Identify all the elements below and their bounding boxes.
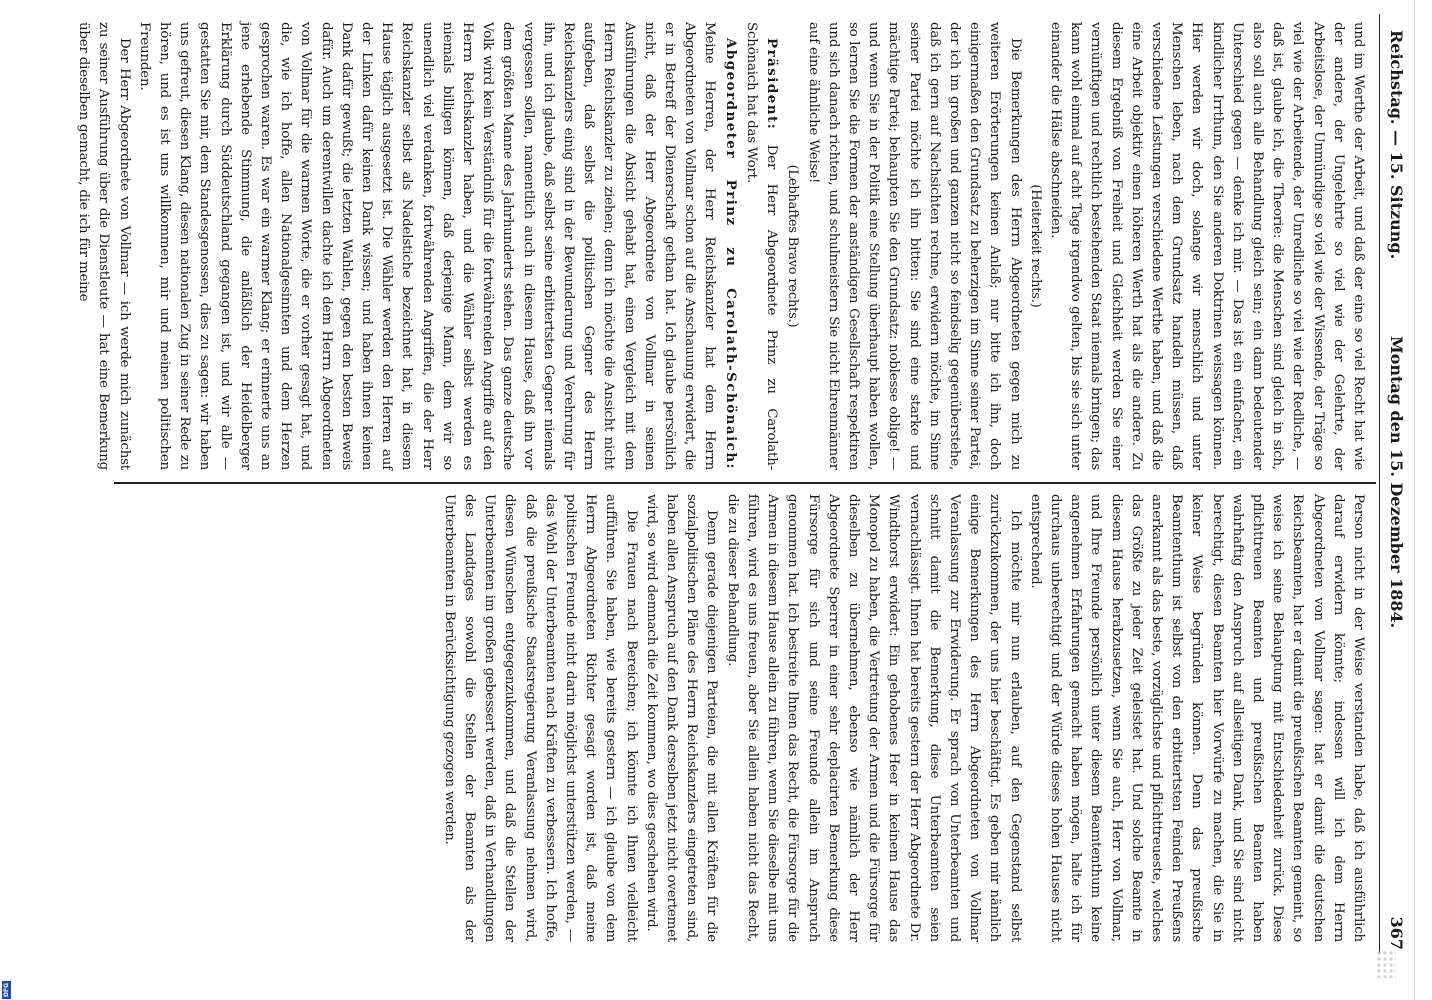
- running-head-date: Montag den 15. Dezember 1884.: [1387, 336, 1406, 629]
- speaker-paragraph: [741, 22, 782, 470]
- paragraph: Die Frauen nach Bereichen; ich könnte ich Ihnen vielleicht aufführen. Sie haben, wie bereits gestern — ich glaube von dem Herrn Abgeordneten Richter gesagt worden ist, daß meine politischen Freunde nicht darin möglichst unterstützen werden, — das Wohl der Unterbeamten nach Kräften zu verbessern. Ich hoffe, daß die preußische Staatsregierung Veranlassung nehmen wird, diesen Wünschen entgegenzukommen, und daß die Stellen der Unterbeamten im großen gebessert werden, daß in Verhandlungen des Landtages sowohl die Stellen der Beamten als der Unterbeamten in Berücksichtigung gezogen werden.: [441, 494, 639, 942]
- speaker-text: Der Herr Abgeordnete Prinz zu Carolath-Schönaich hat das Wort.: [743, 22, 780, 470]
- dfg-logo: DFG: [2, 983, 10, 998]
- page-number: 367: [1387, 916, 1406, 950]
- paragraph: Der Herr Abgeordnete von Vollmar — ich werde mich zunächst zu seiner Ausführung über die Dienstleute — hat eine Bemerkung über dieselben gemacht, die ich für meine: [76, 22, 132, 470]
- digitization-credit: [0, 0, 12, 1000]
- speaker-paragraph: [134, 22, 741, 470]
- left-column: [76, 22, 1368, 470]
- stage-direction: (Lebhaftes Bravo rechts.): [785, 164, 801, 328]
- stage-direction: (Heiterkeit rechts.): [1027, 184, 1043, 308]
- column-divider: [114, 482, 1376, 484]
- rotated-print-area: [76, 14, 1410, 954]
- paragraph: Denn gerade diejenigen Parteien, die mit allen Kräften für die sozialpolitischen Pläne des Herrn Reichskanzlers eingetreten sind, haben allen Anspruch auf den Dank derselben jetzt nicht overtemet wird, so wird demnach die Zeit kommen, wo dies geschehen wird.: [643, 494, 720, 942]
- right-column: [112, 494, 1368, 942]
- paragraph: Ich möchte mir nun erlauben, auf den Gegenstand selbst zurückzukommen, der uns hier beschäftigt. Es geben mir nämlich einige Bemerkungen des Herrn Abgeordneten von Vollmar Veranlassung zur Erwiderung. Er sprach von Unterbeamten und schnitt damit die Bemerkung, diese Unterbeamten seien vernachlässigt. Ihnen hat bereits gestern der Herr Abgeordnete Dr. Windthorst erwidert: Ein gehobenes Heer in keinem Hause das Monopol zu haben, die Vertretung der Armen und die Fürsorge für dieselben zu übernehmen, ebenso wie nämlich der Herr Abgeordnete Sperrer in einer sehr deplacirten Bemerkung diese Fürsorge für sich und seine Freunde allein im Anspruch genommen hat. Ich bestreite Ihnen das Recht, die Fürsorge für die Armen in diesem Hause allein zu führen, wenn Sie dieselbe mit uns führen, wird es uns freuen, aber Sie allein haben nicht das Recht, die zu dieser Behandlung.: [724, 494, 1023, 942]
- speaker-name: Präsident:: [764, 38, 781, 131]
- scan-artifact: [1376, 950, 1396, 978]
- paragraph: Person nicht in der Weise verstanden habe, daß ich ausführlich darauf erwidern könnte; indessen will ich dem Herrn Abgeordneten von Vollmar sagen: hat er damit die deutschen Reichsbeamten, hat er damit die preußischen Beamten gemeint, so weise ich seine Behauptung mit Entschiedenheit zurück. Diese pflichttreuen Beamten und preußischen Beamten haben wahrhaftig den Anspruch auf allseitigen Dank, und Sie sind nicht berechtigt, diesen Beamten hier Vorwürfe zu machen, die Sie in keiner Weise begründen können. Denn das preußische Beamtenthum ist selbst von den erbittertsten Feinden Preußens anerkannt als das beste, vorzüglichste und pflichttreueste, welches das Größte zu jeder Zeit geleistet hat. Und solche Beamte in diesem Hause herabzusetzen, wenn Sie auch, Herr von Vollmar, und Ihre Freunde persönlich unter diesem Beamtenthum keine angenehmen Erfahrungen gemacht haben mögen, halte ich für durchaus unberechtigt und der Würde dieses hohen Hauses nicht entsprechend.: [1027, 494, 1366, 942]
- running-head: [1379, 14, 1410, 954]
- paragraph: Die Bemerkungen des Herrn Abgeordneten gegen mich zu weiteren Erörterungen keinen Anlaß; nur bitte ich ihn, doch einigermaßen den Grundsatz zu beherzigen im Sinne seiner Partei, der ich im großen und ganzen nicht so feindselig gegenüberstehe, daß ich gern auf Nachsichten rechne, erwidern möchte, im Sinne seiner Partei möchte ich ihn bitten: Sie sind eine starke und mächtige Partei; behaupten Sie den Grundsatz: noblesse oblige! — und wenn Sie in der Politik eine Stellung überhaupt haben wollen, so lernen Sie die Formen der anständigen Gesellschaft respektiren und sich danach richten, und schulmeistern Sie nicht Ehrenmänner auf eine ähnliche Weise!: [805, 22, 1023, 470]
- running-head-left: Reichstag. — 15. Sitzung.: [1387, 30, 1406, 260]
- scan-edge: [1414, 0, 1415, 1000]
- speaker-name: Abgeordneter Prinz zu Carolath-Schönaich:: [722, 38, 739, 470]
- credit-text-wrap: [1, 0, 11, 999]
- paragraph: und im Werthe der Arbeit, und daß der eine so viel Recht hat wie der andere, der Ungelehrte so viel wie der Gelehrte, der Arbeitslose, der Unmündige so viel wie der Wissende, der Träge so viel wie der Arbeitende, der Unredliche so viel wie der Redliche, — daß ist, glaube ich, die Theorie: die Menschen sind gleich in sich, also soll auch alle Behandlung gleich sein; ein dann bedeutender Unterschied gegen — denke ich mir. — Das ist ein einfacher, ein kindlicher Irrthum, den Sie anderen Doktrinen weissagen können. Hier werden wir doch, solange wir menschlich und unter Menschen leben, nach dem Grundsatz handeln müssen, daß verschiedene Leistungen verschiedene Werthe haben, und daß die eine Arbeit objektiv einen höheren Werth hat als die andere. Zu diesem Ergebniß von Freiheit und Gleichheit werden Sie einer vernünftigen und rechtlich bestehenden Staat niemals bringen; das kann wohl einmal auf acht Tage irgendwo gelten, bis sie sich unter einander die Hälse abschneiden.: [1047, 22, 1366, 470]
- speaker-text: Meine Herren, der Herr Reichskanzler hat dem Herrn Abgeordneten von Vollmar schon auf die Anschauung erwidert, die er in Betreff der Dienerschaft gethan hat. Ich glaube persönlich nicht, daß der Herr Abgeordnete von Vollmar in seinen Ausführungen die Absicht gehabt hat, einen Vergleich mit dem Herrn Reichskanzler zu ziehen; denn ich möchte die Ansicht nicht aufgeben, daß selbst die politischen Gegner des Herrn Reichskanzlers einig sind in der Bewunderung und Verehrung für ihn, und ich glaube, daß selbst seine erbittertsten Gegner niemals vergessen sollen, namentlich auch in diesem Hause, daß ihn vor dem größten Manne des Jahrhunderts stehen. Das ganze deutsche Volk wird kein Verständniß für die fortwährenden Angriffe auf den Herrn Reichskanzler haben, und die Wähler selbst werden es niemals billigen können, daß derjenige Mann, dem wir so unendlich viel verdanken, fortwährenden Angriffen, die der Herr Reichskanzler selbst als Nadelstiche bezeichnet hat, in diesem Hause täglich ausgesetzt ist. Die Wähler werden den Herren auf der Linken dafür keinen Dank wissen; und haben ihnen keinen Dank dafür gewußt; die letzten Wahlen, gegen den besten Beweis dafür. Auch um derentwillen dachte ich dem Herrn Abgeordneten von Vollmar für die warmen Worte, die er vorher gesagt hat, und die, wie ich hoffe, allen Nationalgesinnten und dem Herzen gesprochen waren. Es war ein warmer Klang; er erinnerte uns an jene erhebende Stimmung, die anläßlich der Heidelberger Erklärung durch Süddeutschland gegangen ist, und wir alle — gestatten Sie mir, dem Standesgenossen, dies zu sagen: wir haben uns gefreut, diesen Klang, diesen nationalen Zug in seiner Rede zu hören, und es ist uns willkommen, mir und meinen politischen Freunden.: [136, 22, 718, 470]
